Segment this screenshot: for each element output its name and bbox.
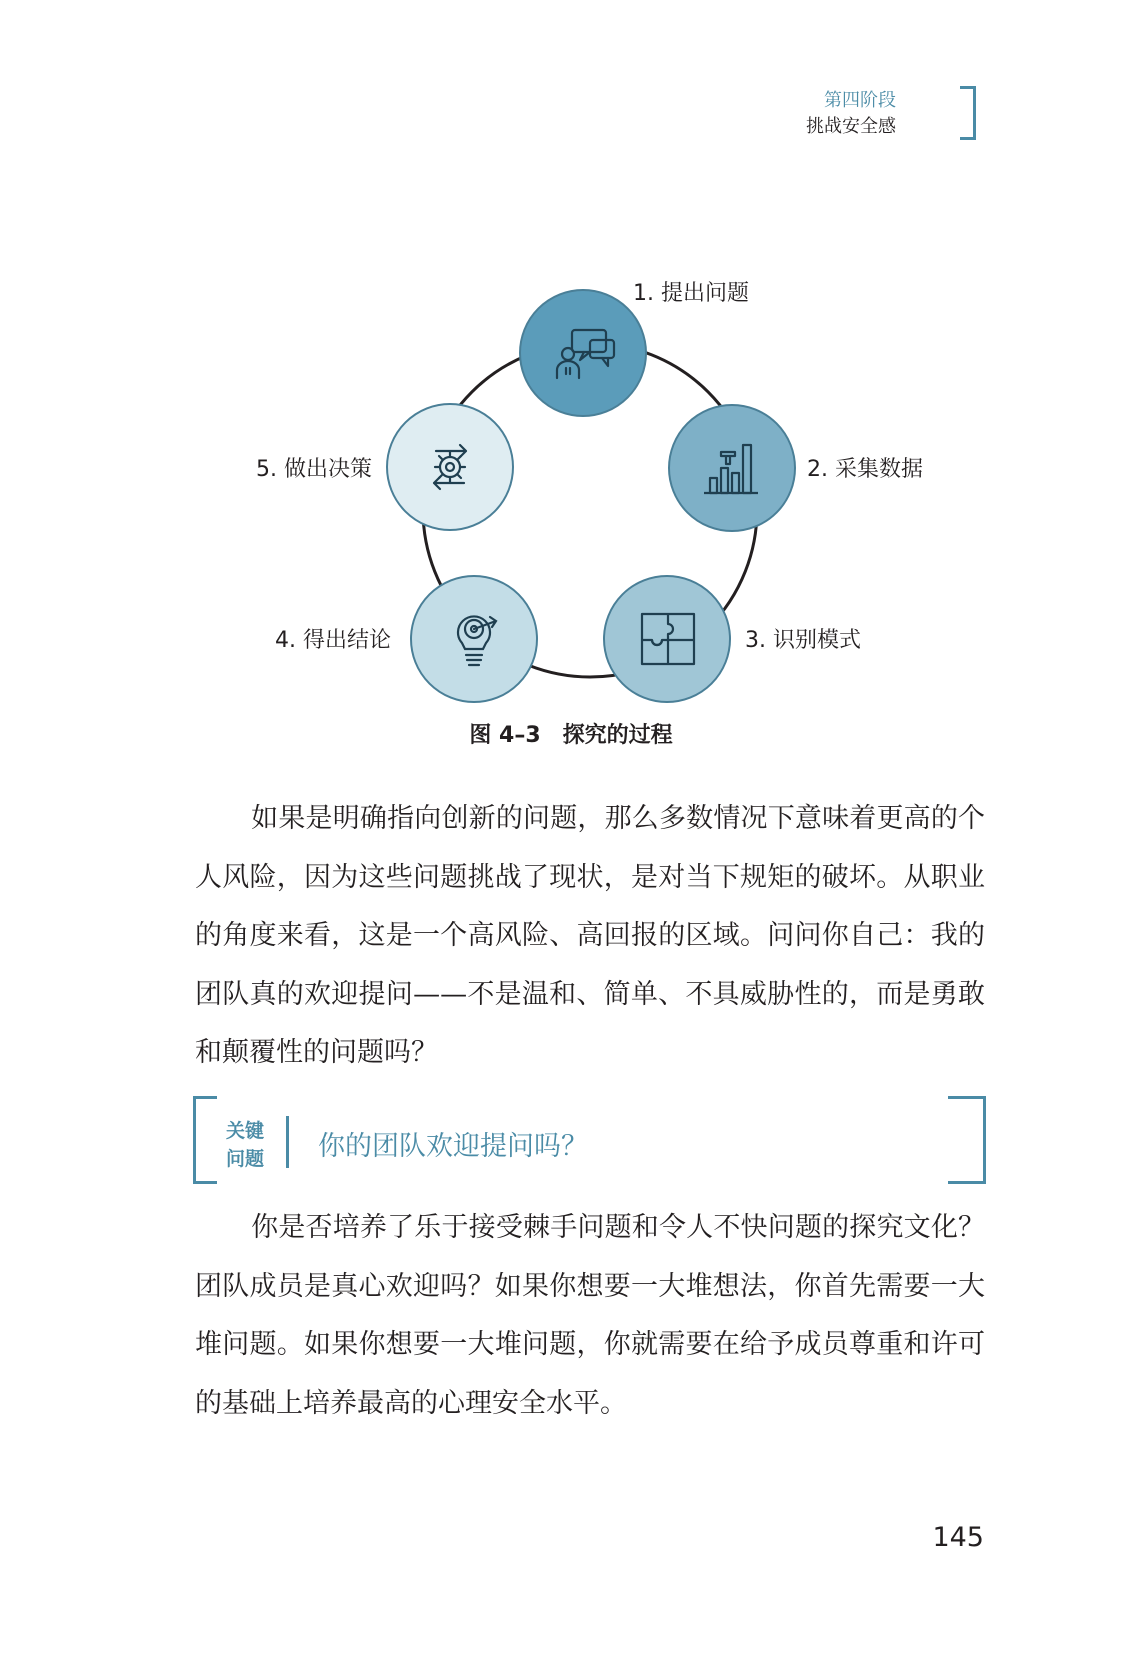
key-question-divider (286, 1116, 289, 1168)
figure-caption: 图 4–3 探究的过程 (469, 723, 673, 748)
step-label-1: 1. 提出问题 (633, 281, 749, 306)
paragraph-text: 你是否培养了乐于接受棘手问题和令人不快问题的探究文化？团队成员是真心欢迎吗？如果你想要一大堆想法，你首先需要一大堆问题。如果你想要一大堆问题，你就需要在给予成员尊重和许可的基础上培养最高的心理安全水平。 (195, 1212, 985, 1419)
paragraph-text: 如果是明确指向创新的问题，那么多数情况下意味着更高的个人风险，因为这些问题挑战了现状，是对当下规矩的破坏。从职业的角度来看，这是一个高风险、高回报的区域。问问你自己：我的团队真的欢迎提问——不是温和、简单、不具威胁性的，而是勇敢和颠覆性的问题吗？ (195, 803, 985, 1068)
step-node-4 (275, 576, 537, 702)
header-stage: 第四阶段 (824, 90, 896, 111)
body-paragraph-1 (195, 790, 985, 1083)
key-question-text: 你的团队欢迎提问吗？ (318, 1131, 588, 1162)
header-subtitle: 挑战安全感 (806, 116, 896, 137)
step-circle-5 (387, 404, 513, 530)
step-label-5: 5. 做出决策 (256, 457, 372, 482)
key-question-left-bracket (193, 1096, 217, 1184)
step-node-1 (520, 281, 749, 416)
inquiry-process-diagram (0, 0, 1142, 720)
step-circle-2 (669, 405, 795, 531)
tag-line-1: 关键 (225, 1120, 264, 1142)
tag-line-2: 问题 (225, 1148, 264, 1170)
key-question-right-bracket (948, 1096, 986, 1184)
step-label-3: 3. 识别模式 (745, 628, 861, 653)
body-paragraph-2 (195, 1199, 985, 1433)
step-label-2: 2. 采集数据 (807, 457, 923, 482)
page-number: 145 (932, 1522, 984, 1553)
step-label-4: 4. 得出结论 (275, 628, 391, 653)
step-node-5 (256, 404, 513, 530)
key-question-tag (220, 1117, 270, 1173)
step-node-2 (669, 405, 923, 531)
